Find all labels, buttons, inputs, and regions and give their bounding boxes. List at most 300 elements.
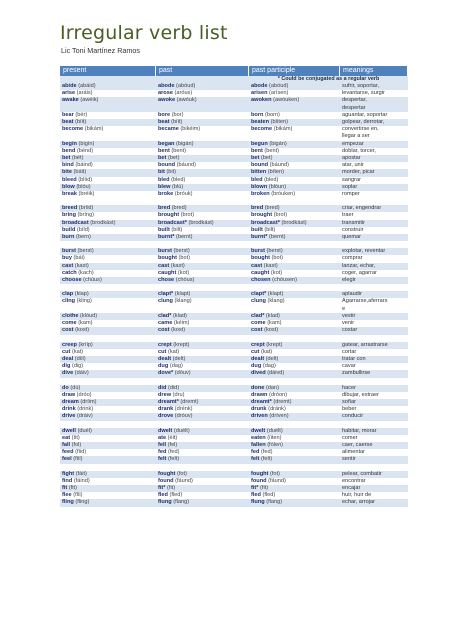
- cell-past-participle: [249, 485, 340, 492]
- table-row: [60, 155, 408, 162]
- cell-past: [156, 220, 249, 227]
- cell-meaning: construir: [340, 227, 408, 234]
- cell-past-participle: [249, 255, 340, 262]
- past-participle-pronunciation: (bred): [264, 205, 280, 212]
- past-participle-word: dreamt*: [251, 398, 272, 405]
- past-participle-word: broken: [251, 191, 270, 198]
- present-pronunciation: (awéik): [80, 97, 99, 104]
- past-participle-word: bitten: [251, 169, 267, 176]
- table-row: [60, 162, 408, 169]
- present-pronunciation: (fíid): [75, 449, 87, 456]
- past-participle-word: drunk: [251, 406, 267, 413]
- present-pronunciation: (blíid): [78, 176, 93, 183]
- present-pronunciation: (bét): [71, 155, 84, 162]
- cell-meaning: pelear, combatir: [340, 471, 408, 478]
- cell-past: [156, 141, 249, 148]
- cell-meaning: soñar: [340, 399, 408, 406]
- cell-meaning: habitar, morar: [340, 428, 408, 435]
- past-pronunciation: (klang): [174, 298, 192, 305]
- past-pronunciation: (brot): [180, 212, 195, 219]
- cell-past: [156, 205, 249, 212]
- present-pronunciation: (fíil): [73, 456, 83, 463]
- cell-past-participle: [249, 83, 340, 90]
- cell-meaning: soplar: [340, 184, 408, 191]
- past-participle-word: fled: [251, 492, 261, 499]
- present-pronunciation: (dáiv): [74, 370, 89, 377]
- past-word: broadcast*: [158, 219, 187, 226]
- past-participle-word: bled: [251, 176, 263, 183]
- cell-present: [60, 385, 156, 392]
- header-past: past: [156, 66, 249, 76]
- past-participle-pronunciation: (báund): [269, 162, 289, 169]
- present-pronunciation: (klap): [74, 291, 89, 298]
- cell-present: [60, 90, 156, 97]
- group-spacer: [60, 335, 408, 342]
- past-pronunciation: (blú): [172, 183, 184, 190]
- past-pronunciation: (bikéim): [180, 126, 201, 133]
- past-participle-word: built: [251, 226, 263, 233]
- present-word: drive: [62, 413, 76, 420]
- cell-meaning: quemar: [340, 234, 408, 241]
- present-pronunciation: (bái): [73, 255, 85, 262]
- present-word: deal: [62, 355, 74, 362]
- table-row: [60, 141, 408, 148]
- present-pronunciation: (kat): [71, 348, 84, 355]
- past-participle-word: cost: [251, 327, 263, 334]
- past-participle-pronunciation: (kat): [260, 348, 273, 355]
- past-participle-pronunciation: (kost): [264, 327, 279, 334]
- present-pronunciation: (dú): [70, 384, 81, 391]
- present-pronunciation: (dig): [71, 363, 84, 370]
- past-participle-word: become: [251, 126, 273, 133]
- cell-meaning: encontrar: [340, 478, 408, 485]
- cell-meaning: sentir: [340, 456, 408, 463]
- table-row: [60, 212, 408, 219]
- table-row: [60, 356, 408, 363]
- cell-past-participle: [249, 148, 340, 155]
- cell-past-participle: [249, 227, 340, 234]
- past-participle-pronunciation: (dan): [265, 384, 279, 391]
- past-participle-pronunciation: (íiten): [267, 434, 282, 441]
- past-word: ate: [158, 434, 167, 441]
- cell-past-participle: [249, 385, 340, 392]
- past-word: bred: [158, 205, 171, 212]
- present-pronunciation: (bern): [76, 234, 91, 241]
- present-pronunciation: (báit): [73, 169, 87, 176]
- present-word: beat: [62, 119, 74, 126]
- past-pronunciation: (éit): [167, 434, 178, 441]
- cell-meaning: venir: [340, 320, 408, 327]
- past-word: cast: [158, 262, 170, 269]
- past-pronunciation: (bot): [178, 255, 191, 262]
- past-participle-pronunciation: (dríven): [269, 413, 289, 420]
- cell-present: [60, 428, 156, 435]
- cell-meaning: comer: [340, 435, 408, 442]
- cell-past-participle: [249, 320, 340, 327]
- cell-present: [60, 83, 156, 90]
- table-row: [60, 126, 408, 140]
- past-word: fit*: [158, 484, 166, 491]
- cell-present: [60, 356, 156, 363]
- present-word: eat: [62, 434, 71, 441]
- past-pronunciation: (bernt): [176, 234, 193, 241]
- cell-meaning: Agarrarse,aferrars e: [340, 298, 408, 312]
- past-pronunciation: (bilt): [171, 226, 183, 233]
- cell-present: [60, 184, 156, 191]
- cell-present: [60, 126, 156, 140]
- present-word: cast: [62, 262, 74, 269]
- table-row: [60, 492, 408, 499]
- past-pronunciation: (dóuv): [174, 370, 191, 377]
- cell-meaning: despertar, despertar: [340, 97, 408, 111]
- cell-present: [60, 162, 156, 169]
- past-word: burnt*: [158, 234, 175, 241]
- past-pronunciation: (kast): [170, 262, 185, 269]
- past-word: burst: [158, 248, 172, 255]
- past-word: drank: [158, 406, 174, 413]
- cell-past: [156, 349, 249, 356]
- present-word: clap: [62, 291, 74, 298]
- table-row: [60, 298, 408, 312]
- cell-meaning: levantarse, surgir: [340, 90, 408, 97]
- cell-past: [156, 119, 249, 126]
- cell-present: [60, 191, 156, 198]
- past-pronunciation: (fed): [167, 449, 180, 456]
- cell-past-participle: [249, 449, 340, 456]
- past-participle-word: bet: [251, 155, 260, 162]
- past-word: bought: [158, 255, 177, 262]
- past-participle-pronunciation: (bíten): [267, 169, 284, 176]
- table-row: [60, 342, 408, 349]
- cell-past-participle: [249, 435, 340, 442]
- table-row: [60, 449, 408, 456]
- past-participle-word: bound: [251, 162, 269, 169]
- past-word: found: [158, 477, 174, 484]
- cell-past: [156, 169, 249, 176]
- note-text: * Could be conjugated as a regular verb: [249, 76, 408, 83]
- cell-past-participle: [249, 291, 340, 298]
- cell-past: [156, 399, 249, 406]
- past-pronunciation: (drénk): [174, 406, 193, 413]
- past-word: did: [158, 384, 167, 391]
- cell-past-participle: [249, 442, 340, 449]
- cell-past-participle: [249, 478, 340, 485]
- cell-present: [60, 363, 156, 370]
- present-word: choose: [62, 277, 82, 284]
- cell-meaning: morder, picar: [340, 169, 408, 176]
- present-word: bear: [62, 111, 74, 118]
- cell-past: [156, 234, 249, 241]
- present-pronunciation: (kost): [75, 327, 90, 334]
- past-pronunciation: (fled): [169, 492, 183, 499]
- past-participle-pronunciation: (klapt): [267, 291, 284, 298]
- past-participle-word: clad*: [251, 312, 265, 319]
- cell-past: [156, 363, 249, 370]
- past-participle-pronunciation: (bigán): [269, 140, 287, 147]
- past-participle-pronunciation: (berst): [266, 248, 283, 255]
- past-word: clung: [158, 298, 173, 305]
- cell-present: [60, 406, 156, 413]
- past-participle-word: beaten: [251, 119, 270, 126]
- past-word: bit: [158, 169, 165, 176]
- past-pronunciation: (duélt): [173, 427, 190, 434]
- cell-meaning: vestir: [340, 313, 408, 320]
- past-participle-word: fit*: [251, 484, 259, 491]
- cell-present: [60, 169, 156, 176]
- past-word: felt: [158, 456, 167, 463]
- cell-present: [60, 478, 156, 485]
- present-pronunciation: (bíld): [76, 226, 90, 233]
- present-pronunciation: (bénd): [76, 147, 94, 154]
- cell-past-participle: [249, 428, 340, 435]
- past-pronunciation: (fel): [167, 441, 178, 448]
- cell-past: [156, 478, 249, 485]
- cell-past-participle: [249, 162, 340, 169]
- cell-meaning: sangrar: [340, 177, 408, 184]
- past-pronunciation: (bet): [167, 155, 180, 162]
- cell-past-participle: [249, 277, 340, 284]
- past-pronunciation: (bled): [171, 176, 186, 183]
- table-row: [60, 184, 408, 191]
- cell-present: [60, 370, 156, 377]
- cell-present: [60, 205, 156, 212]
- past-pronunciation: (bor): [171, 111, 184, 118]
- past-word: drove: [158, 413, 174, 420]
- cell-meaning: huir, huir de: [340, 492, 408, 499]
- cell-meaning: empezar: [340, 141, 408, 148]
- past-pronunciation: (báund): [176, 162, 196, 169]
- cell-past: [156, 255, 249, 262]
- present-word: draw: [62, 391, 76, 398]
- past-participle-pronunciation: (dremt): [273, 398, 292, 405]
- cell-meaning: traer: [340, 212, 408, 219]
- past-pronunciation: (kat): [167, 348, 180, 355]
- past-participle-pronunciation: (fled): [262, 492, 276, 499]
- table-row: [60, 248, 408, 255]
- cell-meaning: costar: [340, 327, 408, 334]
- past-pronunciation: (chóus): [175, 277, 195, 284]
- past-participle-word: come: [251, 320, 266, 327]
- cell-meaning: cavar: [340, 363, 408, 370]
- past-pronunciation: (bigán): [176, 140, 194, 147]
- cell-meaning: lanzar, echar,: [340, 263, 408, 270]
- cell-past-participle: [249, 499, 340, 506]
- table-row: [60, 277, 408, 284]
- present-word: fall: [62, 441, 71, 448]
- note-padding: [60, 76, 249, 83]
- table-row: [60, 428, 408, 435]
- present-word: feel: [62, 456, 72, 463]
- cell-present: [60, 155, 156, 162]
- cell-present: [60, 119, 156, 126]
- past-participle-word: found: [251, 477, 267, 484]
- cell-meaning: criar, engendrar: [340, 205, 408, 212]
- cell-meaning: aplaudir: [340, 291, 408, 298]
- past-pronunciation: (abóud): [176, 83, 196, 89]
- past-participle-pronunciation: (abóud): [269, 83, 289, 89]
- cell-past: [156, 320, 249, 327]
- present-pronunciation: (kast): [74, 262, 89, 269]
- table-row: [60, 177, 408, 184]
- group-spacer: [60, 378, 408, 385]
- past-participle-word: blown: [251, 183, 268, 190]
- past-word: awoke: [158, 97, 176, 104]
- present-pronunciation: (duél): [77, 427, 92, 434]
- past-word: chose: [158, 277, 175, 284]
- present-pronunciation: (íit): [71, 434, 80, 441]
- past-participle-word: dealt: [251, 355, 265, 362]
- group-spacer: [60, 464, 408, 471]
- cell-past: [156, 313, 249, 320]
- present-pronunciation: (bér): [75, 111, 88, 118]
- past-participle-pronunciation: (klad): [265, 312, 280, 319]
- cell-present: [60, 141, 156, 148]
- past-participle-pronunciation: (krept): [266, 341, 283, 348]
- cell-past-participle: [249, 141, 340, 148]
- cell-meaning: hacer: [340, 385, 408, 392]
- present-word: burn: [62, 234, 75, 241]
- table-row: [60, 499, 408, 506]
- past-participle-pronunciation: (dróon): [269, 391, 288, 398]
- table-row: [60, 83, 408, 90]
- table-row: [60, 270, 408, 277]
- cell-present: [60, 435, 156, 442]
- past-participle-pronunciation: (fólen): [267, 441, 284, 448]
- cell-past: [156, 449, 249, 456]
- past-participle-pronunciation: (bot): [271, 255, 284, 262]
- past-pronunciation: (dróuv): [174, 413, 193, 420]
- past-participle-pronunciation: (brot): [273, 212, 288, 219]
- verb-table: [60, 66, 408, 507]
- cell-present: [60, 327, 156, 334]
- cell-past: [156, 471, 249, 478]
- table-row: [60, 169, 408, 176]
- past-pronunciation: (bred): [171, 205, 187, 212]
- past-participle-pronunciation: (blóun): [268, 183, 287, 190]
- present-word: cost: [62, 327, 74, 334]
- cell-past-participle: [249, 456, 340, 463]
- cell-past-participle: [249, 220, 340, 227]
- past-participle-pronunciation: (brodkást): [281, 219, 307, 226]
- past-pronunciation: (felt): [167, 456, 180, 463]
- past-participle-word: chosen: [251, 277, 271, 284]
- past-word: fell: [158, 441, 167, 448]
- past-participle-word: fallen: [251, 441, 266, 448]
- present-pronunciation: (kling): [76, 298, 92, 305]
- present-pronunciation: (chúus): [83, 277, 102, 284]
- past-word: came: [158, 320, 173, 327]
- table-row: [60, 263, 408, 270]
- past-participle-word: brought: [251, 212, 273, 219]
- past-word: dug: [158, 363, 169, 370]
- past-participle-word: arisen: [251, 90, 268, 97]
- cell-present: [60, 212, 156, 219]
- cell-present: [60, 399, 156, 406]
- past-participle-pronunciation: (kam): [267, 320, 282, 327]
- header-present: present: [60, 66, 156, 76]
- cell-present: [60, 220, 156, 227]
- present-pronunciation: (dríim): [80, 398, 97, 405]
- past-participle-word: begun: [251, 140, 268, 147]
- present-word: dwell: [62, 427, 76, 434]
- present-pronunciation: (berst): [77, 248, 94, 255]
- cell-past-participle: [249, 270, 340, 277]
- cell-past-participle: [249, 298, 340, 312]
- past-participle-pronunciation: (bent): [264, 147, 279, 154]
- past-participle-word: fed: [251, 449, 260, 456]
- present-pronunciation: (fit): [68, 484, 77, 491]
- past-participle-word: dug: [251, 363, 262, 370]
- cell-present: [60, 112, 156, 119]
- table-body: [60, 83, 408, 507]
- present-word: break: [62, 191, 77, 198]
- cell-past: [156, 428, 249, 435]
- cell-meaning: apostar: [340, 155, 408, 162]
- cell-meaning: explotar, reventar: [340, 248, 408, 255]
- header-past-participle: past participle: [249, 66, 340, 76]
- cell-present: [60, 471, 156, 478]
- present-word: feed: [62, 449, 74, 456]
- past-word: broke: [158, 191, 174, 198]
- cell-past: [156, 291, 249, 298]
- past-participle-word: crept: [251, 341, 265, 348]
- present-pronunciation: (kam): [78, 320, 93, 327]
- table-row: [60, 112, 408, 119]
- present-word: bite: [62, 169, 72, 176]
- present-word: awake: [62, 97, 79, 104]
- cell-present: [60, 97, 156, 111]
- present-pronunciation: (klóud): [80, 312, 98, 319]
- cell-present: [60, 320, 156, 327]
- past-participle-word: cut: [251, 348, 260, 355]
- present-word: flee: [62, 492, 72, 499]
- past-pronunciation: (fáund): [175, 477, 193, 484]
- past-participle-word: broadcast*: [251, 219, 280, 226]
- past-word: built: [158, 226, 170, 233]
- table-row: [60, 313, 408, 320]
- cell-past: [156, 83, 249, 90]
- past-word: bent: [158, 147, 170, 154]
- present-pronunciation: (bikám): [84, 126, 104, 133]
- table-row: [60, 119, 408, 126]
- cell-meaning: gatear, arrastrarse: [340, 342, 408, 349]
- past-participle-pronunciation: (klang): [267, 298, 285, 305]
- table-header: [60, 66, 408, 76]
- present-word: fit: [62, 484, 68, 491]
- cell-past: [156, 162, 249, 169]
- cell-past-participle: [249, 177, 340, 184]
- cell-meaning: cortar: [340, 349, 408, 356]
- cell-meaning: convertirse en, llegar a ser: [340, 126, 408, 140]
- present-pronunciation: (drink): [77, 406, 94, 413]
- past-participle-word: clapt*: [251, 291, 267, 298]
- cell-past: [156, 155, 249, 162]
- present-word: clothe: [62, 312, 79, 319]
- cell-past-participle: [249, 413, 340, 420]
- cell-present: [60, 499, 156, 506]
- table-row: [60, 349, 408, 356]
- past-participle-pronunciation: (bilt): [264, 226, 276, 233]
- present-word: buy: [62, 255, 72, 262]
- past-word: cut: [158, 348, 167, 355]
- author-line: Lic Toni Martínez Ramos: [61, 46, 140, 55]
- table-row: [60, 442, 408, 449]
- past-word: dwelt: [158, 427, 173, 434]
- past-participle-pronunciation: (dáivd): [267, 370, 285, 377]
- cell-past: [156, 263, 249, 270]
- cell-past-participle: [249, 399, 340, 406]
- present-word: bleed: [62, 176, 77, 183]
